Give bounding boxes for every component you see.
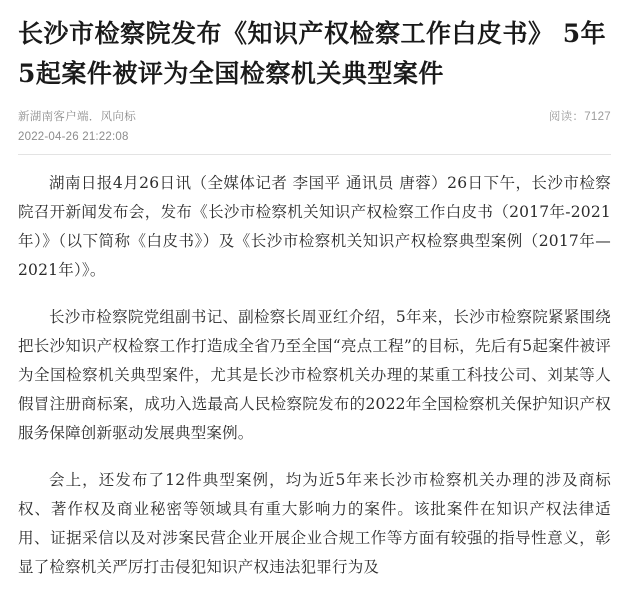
read-count: 阅读：7127 [548,111,611,123]
article-paragraph: 长沙市检察院党组副书记、副检察长周亚红介绍，5年来，长沙市检察院紧紧围绕把长沙知识产权检察工作打造成全省乃至全国“亮点工程”的目标，先后有5起案件被评为全国检察机关典型案件，尤其是长沙市检察机关办理的某重工科技公司、刘某等人假冒注册商标案，成功入选最高人民检察院发布的2022年全国检察机关保护知识产权服务保障创新驱动发展典型案例。 [18,308,611,442]
article-meta [18,108,611,124]
article-body [18,169,611,582]
article-timestamp: 2022-04-26 21:22:08 [18,131,129,143]
meta-divider [18,154,611,155]
article-paragraph: 湖南日报4月26日讯（全媒体记者 李国平 通讯员 唐蓉）26日下午，长沙市检察院召开新闻发布会，发布《长沙市检察机关知识产权检察工作白皮书（2017年-2021年）》（以下简称《白皮书》）及《长沙市检察机关知识产权检察典型案例（2017年—2021年）》。 [18,174,611,279]
page-title: 长沙市检察院发布《知识产权检察工作白皮书》 5年5起案件被评为全国检察机关典型案件 [18,19,607,88]
article-source: 新湖南客户端．风向标 [18,111,136,123]
article-paragraph: 会上，还发布了12件典型案例，均为近5年来长沙市检察机关办理的涉及商标权、著作权及商业秘密等领域具有重大影响力的案件。该批案件在知识产权法律适用、证据采信以及对涉案民营企业开展企业合规工作等方面有较强的指导性意义，彰显了检察机关严厉打击侵犯知识产权违法犯罪行为及 [18,471,611,576]
